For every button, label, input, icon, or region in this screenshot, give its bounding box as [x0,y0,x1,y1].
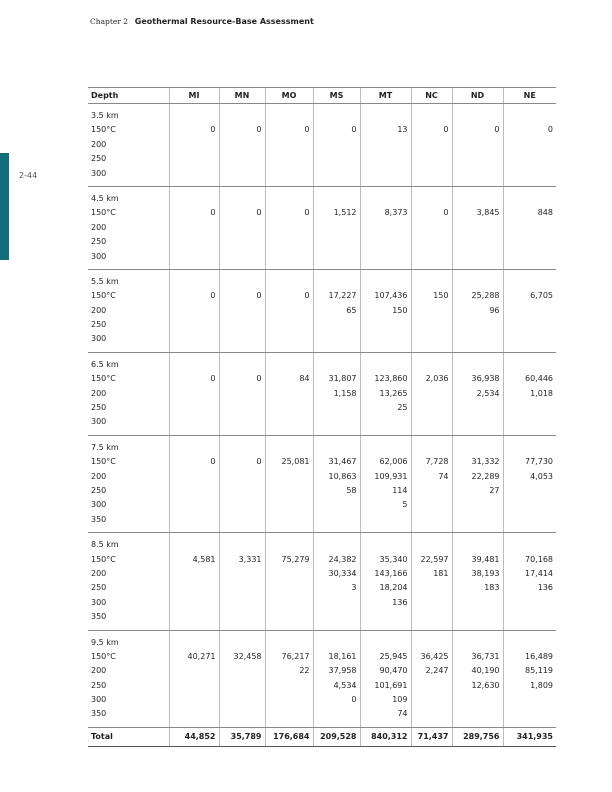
spacer [223,192,262,206]
cell-value: 101,691 [374,680,408,690]
cell-value: 25 [397,403,408,413]
spacer [364,441,408,455]
cell-value: 37,958 [328,666,357,676]
spacer [456,109,500,123]
total-value: 840,312 [360,727,411,746]
cell-value: 0 [351,125,357,135]
cell-value: 75,279 [281,554,310,564]
cell-value: 10,863 [328,471,357,481]
table-row [88,269,556,352]
temperature-label: 200 [91,388,107,398]
resource-table [88,87,556,747]
table-row [88,186,556,269]
value-cell [411,352,452,435]
value-cell [411,104,452,187]
spacer [317,636,357,650]
temperature-label: 350 [91,612,107,622]
spacer [415,538,449,552]
cell-value: 0 [210,125,216,135]
cell-value: 5 [402,500,408,510]
spacer [415,109,449,123]
depth-label: 4.5 km [91,193,119,203]
spacer [364,109,408,123]
temperature-label: 150°C [91,651,116,661]
spacer [317,192,357,206]
cell-value: 0 [256,291,262,301]
cell-value: 70,168 [525,554,553,564]
cell-value: 109 [392,695,408,705]
column-header-depth: Depth [88,88,169,104]
temperature-label: 250 [91,320,107,330]
spacer [269,636,310,650]
spacer [507,109,554,123]
value-cell [503,352,556,435]
cell-value: 6,705 [530,291,553,301]
depth-label: 8.5 km [91,540,119,550]
column-header-ne: NE [503,88,556,104]
value-cell [452,186,503,269]
chapter-title: Geothermal Resource-Base Assessment [134,17,314,26]
spacer [269,192,310,206]
column-header-mn: MN [219,88,265,104]
spacer [269,538,310,552]
cell-value: 107,436 [374,291,408,301]
cell-value: 18,204 [379,583,408,593]
temperature-label: 350 [91,514,107,524]
column-header-mo: MO [265,88,313,104]
value-cell [313,533,360,630]
table-row [88,435,556,532]
cell-value: 136 [537,583,553,593]
cell-value: 4,534 [333,680,357,690]
table-row [88,533,556,630]
chapter-side-tab [0,153,9,260]
value-cell [219,104,265,187]
value-cell [313,104,360,187]
value-cell [169,533,219,630]
value-cell [265,630,313,727]
cell-value: 0 [210,208,216,218]
temperature-label: 150°C [91,208,116,218]
spacer [364,275,408,289]
table-row [88,630,556,727]
spacer [317,109,357,123]
spacer [173,636,216,650]
depth-label: 6.5 km [91,359,119,369]
cell-value: 16,489 [525,651,553,661]
spacer [317,358,357,372]
value-cell [313,435,360,532]
spacer [269,109,310,123]
value-cell [503,533,556,630]
total-row [88,727,556,746]
value-cell [219,352,265,435]
value-cell [313,352,360,435]
cell-value: 0 [304,125,310,135]
value-cell [219,533,265,630]
cell-value: 74 [397,709,408,719]
column-header-mt: MT [360,88,411,104]
cell-value: 1,809 [530,680,553,690]
column-header-mi: MI [169,88,219,104]
spacer [223,275,262,289]
value-cell [219,435,265,532]
cell-value: 0 [256,125,262,135]
value-cell [313,630,360,727]
cell-value: 36,731 [471,651,500,661]
cell-value: 36,938 [471,374,500,384]
table-header-row [88,88,556,104]
spacer [173,538,216,552]
cell-value: 74 [438,471,449,481]
total-value: 35,789 [219,727,265,746]
cell-value: 7,728 [425,457,449,467]
value-cell [360,186,411,269]
value-cell [265,104,313,187]
spacer [269,441,310,455]
cell-value: 0 [256,208,262,218]
page-number: 2-44 [19,171,38,180]
total-value: 341,935 [503,727,556,746]
spacer [364,538,408,552]
cell-value: 76,217 [281,651,310,661]
cell-value: 22,597 [420,554,449,564]
depth-cell [88,104,169,187]
cell-value: 85,119 [525,666,553,676]
value-cell [503,630,556,727]
cell-value: 17,227 [328,291,357,301]
spacer [173,441,216,455]
depth-cell [88,269,169,352]
spacer [415,358,449,372]
cell-value: 25,945 [379,651,408,661]
value-cell [360,352,411,435]
table-row [88,352,556,435]
temperature-label: 300 [91,695,107,705]
cell-value: 62,006 [379,457,408,467]
cell-value: 8,373 [384,208,408,218]
depth-label: 9.5 km [91,637,119,647]
cell-value: 1,512 [333,208,357,218]
total-value: 44,852 [169,727,219,746]
cell-value: 2,534 [476,388,500,398]
spacer [173,275,216,289]
spacer [317,275,357,289]
cell-value: 4,581 [192,554,216,564]
cell-value: 181 [433,568,449,578]
column-header-nc: NC [411,88,452,104]
spacer [507,441,554,455]
depth-label: 3.5 km [91,111,119,120]
temperature-label: 150°C [91,554,116,564]
cell-value: 58 [346,485,357,495]
value-cell [219,186,265,269]
cell-value: 65 [346,305,357,315]
cell-value: 123,860 [374,374,408,384]
spacer [223,636,262,650]
spacer [507,275,554,289]
spacer [223,358,262,372]
cell-value: 109,931 [374,471,408,481]
value-cell [411,186,452,269]
value-cell [313,269,360,352]
temperature-label: 150°C [91,125,116,135]
value-cell [169,104,219,187]
value-cell [169,186,219,269]
cell-value: 143,166 [374,568,408,578]
cell-value: 31,467 [328,457,357,467]
temperature-label: 200 [91,471,107,481]
cell-value: 114 [392,485,408,495]
temperature-label: 150°C [91,457,116,467]
cell-value: 35,340 [379,554,408,564]
value-cell [503,269,556,352]
value-cell [313,186,360,269]
cell-value: 27 [489,485,500,495]
cell-value: 0 [547,125,553,135]
temperature-label: 250 [91,680,107,690]
total-value: 71,437 [411,727,452,746]
cell-value: 0 [304,208,310,218]
value-cell [360,533,411,630]
value-cell [452,269,503,352]
value-cell [265,435,313,532]
chapter-label: Chapter 2 [90,17,129,26]
total-value: 289,756 [452,727,503,746]
cell-value: 2,036 [425,374,449,384]
spacer [223,109,262,123]
spacer [456,275,500,289]
temperature-label: 200 [91,568,107,578]
value-cell [265,186,313,269]
value-cell [503,104,556,187]
spacer [223,441,262,455]
cell-value: 60,446 [525,374,553,384]
cell-value: 17,414 [525,568,553,578]
cell-value: 4,053 [530,471,553,481]
spacer [415,192,449,206]
value-cell [411,435,452,532]
cell-value: 3 [351,583,357,593]
spacer [456,358,500,372]
depth-cell [88,435,169,532]
temperature-label: 200 [91,305,107,315]
spacer [269,358,310,372]
cell-value: 0 [210,291,216,301]
cell-value: 0 [256,457,262,467]
cell-value: 77,730 [525,457,553,467]
spacer [507,636,554,650]
spacer [317,441,357,455]
temperature-label: 300 [91,251,107,261]
value-cell [360,435,411,532]
value-cell [503,186,556,269]
temperature-label: 250 [91,583,107,593]
cell-value: 40,271 [187,651,216,661]
spacer [269,275,310,289]
temperature-label: 300 [91,500,107,510]
value-cell [411,269,452,352]
temperature-label: 300 [91,334,107,344]
value-cell [411,533,452,630]
cell-value: 32,458 [233,651,262,661]
cell-value: 13,265 [379,388,408,398]
spacer [364,192,408,206]
temperature-label: 150°C [91,374,116,384]
cell-value: 150 [433,291,449,301]
temperature-label: 250 [91,237,107,247]
value-cell [411,630,452,727]
spacer [223,538,262,552]
temperature-label: 200 [91,139,107,149]
value-cell [265,352,313,435]
cell-value: 25,288 [471,291,500,301]
cell-value: 12,630 [471,680,500,690]
value-cell [452,630,503,727]
cell-value: 1,018 [530,388,553,398]
temperature-label: 250 [91,485,107,495]
spacer [364,358,408,372]
spacer [507,538,554,552]
cell-value: 0 [210,457,216,467]
temperature-label: 200 [91,222,107,232]
spacer [364,636,408,650]
cell-value: 3,331 [238,554,262,564]
value-cell [169,352,219,435]
value-cell [169,269,219,352]
cell-value: 22 [299,666,310,676]
depth-label: 7.5 km [91,442,119,452]
spacer [507,192,554,206]
spacer [173,109,216,123]
cell-value: 1,158 [333,388,357,398]
temperature-label: 150°C [91,291,116,301]
value-cell [265,533,313,630]
cell-value: 13 [397,125,408,135]
cell-value: 3,845 [476,208,500,218]
depth-cell [88,630,169,727]
value-cell [219,269,265,352]
column-header-ms: MS [313,88,360,104]
temperature-label: 200 [91,666,107,676]
spacer [456,192,500,206]
spacer [173,358,216,372]
cell-value: 150 [392,305,408,315]
value-cell [503,435,556,532]
cell-value: 848 [537,208,553,218]
spacer [415,636,449,650]
cell-value: 183 [484,583,500,593]
cell-value: 2,247 [425,666,449,676]
cell-value: 39,481 [471,554,500,564]
temperature-label: 300 [91,417,107,427]
value-cell [169,435,219,532]
cell-value: 18,161 [328,651,357,661]
cell-value: 0 [210,374,216,384]
depth-label: 5.5 km [91,276,119,286]
temperature-label: 350 [91,709,107,719]
total-label: Total [88,727,169,746]
cell-value: 40,190 [471,666,500,676]
column-header-nd: ND [452,88,503,104]
cell-value: 38,193 [471,568,500,578]
depth-cell [88,352,169,435]
value-cell [265,269,313,352]
spacer [173,192,216,206]
cell-value: 22,289 [471,471,500,481]
cell-value: 0 [443,208,449,218]
temperature-label: 250 [91,154,107,164]
spacer [317,538,357,552]
cell-value: 31,332 [471,457,500,467]
total-value: 209,528 [313,727,360,746]
cell-value: 0 [494,125,500,135]
temperature-label: 250 [91,403,107,413]
temperature-label: 300 [91,168,107,178]
cell-value: 0 [443,125,449,135]
spacer [415,441,449,455]
value-cell [452,352,503,435]
table-row [88,104,556,187]
cell-value: 0 [304,291,310,301]
cell-value: 36,425 [420,651,449,661]
running-header [90,17,314,27]
cell-value: 136 [392,597,408,607]
cell-value: 31,807 [328,374,357,384]
spacer [456,538,500,552]
cell-value: 25,081 [281,457,310,467]
cell-value: 96 [489,305,500,315]
spacer [456,441,500,455]
depth-cell [88,186,169,269]
value-cell [219,630,265,727]
value-cell [360,104,411,187]
cell-value: 90,470 [379,666,408,676]
cell-value: 0 [351,695,357,705]
cell-value: 30,334 [328,568,357,578]
temperature-label: 300 [91,597,107,607]
depth-cell [88,533,169,630]
total-value: 176,684 [265,727,313,746]
value-cell [360,269,411,352]
value-cell [452,435,503,532]
cell-value: 24,382 [328,554,357,564]
value-cell [452,104,503,187]
value-cell [360,630,411,727]
spacer [507,358,554,372]
spacer [415,275,449,289]
value-cell [169,630,219,727]
cell-value: 84 [299,374,310,384]
cell-value: 0 [256,374,262,384]
value-cell [452,533,503,630]
spacer [456,636,500,650]
